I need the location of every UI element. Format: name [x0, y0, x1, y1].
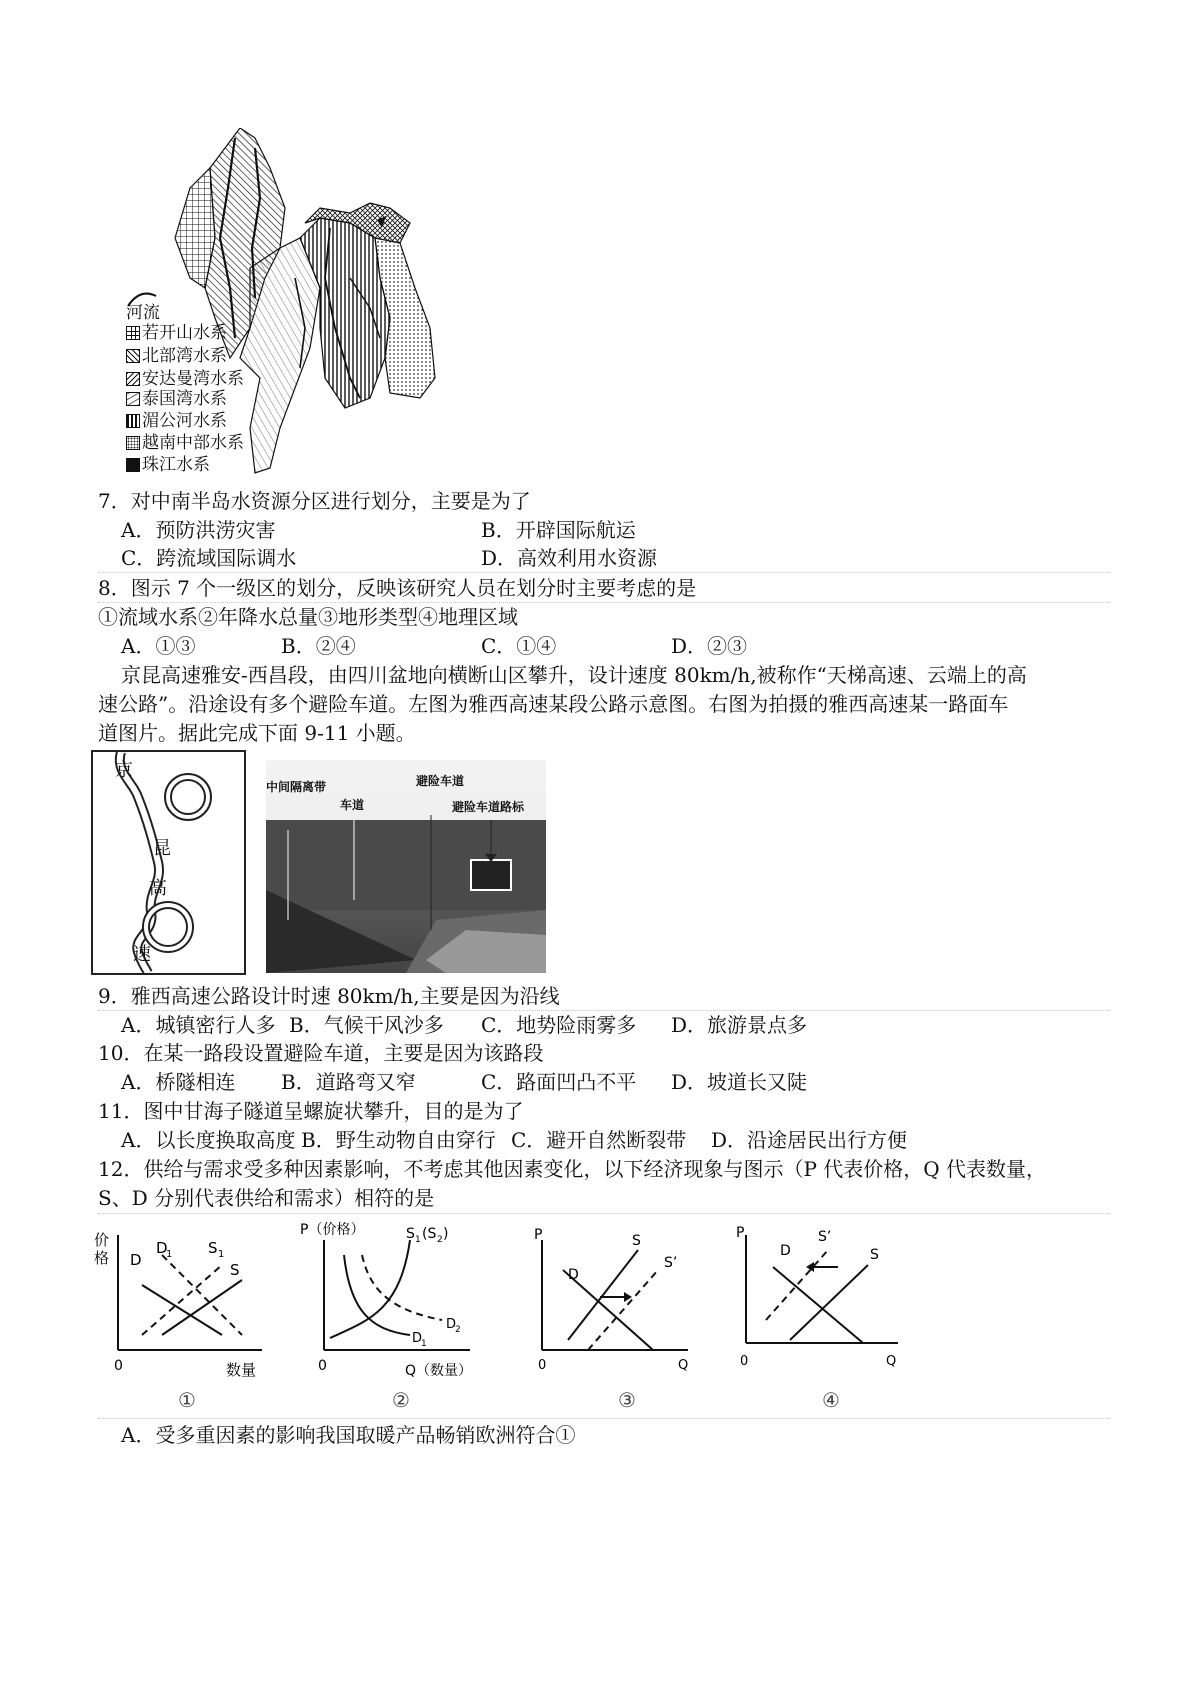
chart-1-label-S1-sub: 1 [218, 1249, 225, 1260]
chart-3-ylabel: P [534, 1227, 543, 1243]
road-map-char-su: 速 [133, 944, 151, 965]
chart-2-curve-D2 [362, 1255, 442, 1320]
q12-stem-line-2: S、D 分别代表供给和需求）相符的是 [98, 1186, 435, 1210]
chart-2-label-S2-close: ) [443, 1226, 449, 1242]
photo-label-lane: 车道 [340, 798, 365, 812]
chart-2-curve-S1S2 [330, 1240, 410, 1338]
q8-items: ①流域水系②年降水总量③地形类型④地理区域 [98, 605, 518, 629]
chart-2-label-S2-sub: 2 [437, 1235, 443, 1245]
divider [98, 1213, 1110, 1214]
thin-pattern-icon [126, 392, 140, 406]
q10-option-c[interactable]: C．路面凹凸不平 [481, 1070, 637, 1094]
q11-stem: 11．图中甘海子隧道呈螺旋状攀升，目的是为了 [98, 1099, 524, 1123]
chart-4-label-S-prime: S’ [818, 1229, 832, 1245]
chart-2 [300, 1220, 490, 1385]
chart-2-label-S-sub: 1 [415, 1235, 421, 1245]
q9-option-d[interactable]: D．旅游景点多 [671, 1013, 808, 1037]
road-map-char-jing: 京 [115, 760, 133, 781]
legend-title: 河流 [126, 303, 160, 323]
chart-2-ylabel: P（价格） [300, 1222, 365, 1238]
chart-1-number: ① [178, 1388, 196, 1412]
q10-option-d[interactable]: D．坡道长又陡 [671, 1070, 808, 1094]
diagonal-pattern-icon [126, 372, 140, 386]
chart-4-curve-S [790, 1265, 868, 1340]
q9-stem: 9．雅西高速公路设计时速 80km/h,主要是因为沿线 [98, 984, 560, 1008]
q7-stem: 7．对中南半岛水资源分区进行划分，主要是为了 [98, 489, 531, 513]
chart-2-label-S2-open: (S [422, 1226, 437, 1242]
q11-option-a[interactable]: A．以长度换取高度 [121, 1128, 296, 1152]
chart-4 [728, 1225, 908, 1385]
chart-2-curve-D1 [344, 1255, 410, 1335]
passage-line-1: 京昆高速雅安-西昌段，由四川盆地向横断山区攀升，设计速度 80km/h,被称作“天梯高速、云端上的高 [121, 663, 1027, 687]
q11-option-d[interactable]: D．沿途居民出行方便 [711, 1128, 908, 1152]
chart-3-xlabel: Q [678, 1358, 689, 1373]
legend-item-thailand: 泰国湾水系 [126, 389, 227, 409]
chart-1-label-S1: S [208, 1239, 218, 1257]
legend-item-rakhine: 若开山水系 [126, 323, 227, 343]
chart-1-xlabel: 数量 [226, 1361, 257, 1379]
chart-1-ylabel-1: 价 [94, 1231, 110, 1249]
q8-option-c[interactable]: C．①④ [481, 634, 557, 658]
chart-1-label-D1-sub: 1 [166, 1249, 173, 1260]
chart-3-label-S-prime: S’ [664, 1255, 678, 1271]
road-map-figure [91, 750, 246, 975]
highway-photo [266, 760, 546, 973]
chart-1 [92, 1225, 272, 1385]
dot-pattern-icon [126, 436, 140, 450]
chart-4-label-S: S [870, 1247, 879, 1263]
q8-option-a[interactable]: A．①③ [121, 634, 196, 658]
road-map-char-kun: 昆 [153, 838, 171, 859]
passage-line-2: 速公路”。沿途设有多个避险车道。左图为雅西高速某段公路示意图。右图为拍摄的雅西高速某一路面车 [98, 692, 1009, 716]
grid-pattern-icon [126, 326, 140, 340]
divider [98, 572, 1110, 573]
chart-2-xlabel: Q（数量） [405, 1363, 473, 1379]
photo-label-escape: 避险车道 [416, 774, 465, 788]
q7-option-a[interactable]: A．预防洪涝灾害 [121, 518, 276, 542]
chart-2-number: ② [392, 1388, 410, 1412]
q8-stem: 8．图示 7 个一级区的划分，反映该研究人员在划分时主要考虑的是 [98, 576, 697, 600]
q8-option-b[interactable]: B．②④ [281, 634, 356, 658]
passage-line-3: 道图片。据此完成下面 9-11 小题。 [98, 721, 416, 745]
divider [98, 1010, 1110, 1011]
cross-pattern-icon [126, 349, 140, 363]
chart-1-origin: 0 [114, 1358, 123, 1374]
q7-option-c[interactable]: C．跨流域国际调水 [121, 546, 297, 570]
divider [98, 602, 1110, 603]
q10-option-a[interactable]: A．桥隧相连 [121, 1070, 236, 1094]
q11-option-c[interactable]: C．避开自然断裂带 [511, 1128, 687, 1152]
vertical-pattern-icon [126, 414, 140, 428]
chart-3-curve-S-prime [588, 1270, 658, 1350]
chart-2-label-S: S [406, 1226, 415, 1242]
chart-2-label-D1: D [412, 1331, 423, 1346]
q8-option-d[interactable]: D．②③ [671, 634, 748, 658]
chart-1-ylabel-2: 格 [94, 1249, 110, 1267]
legend-item-andaman: 安达曼湾水系 [126, 369, 244, 389]
chart-3-label-S: S [632, 1233, 641, 1249]
chart-2-label-D2: D [446, 1317, 457, 1332]
spiral-road-drawing [93, 752, 244, 973]
chart-2-label-D2-sub: 2 [455, 1325, 461, 1335]
q12-stem-line-1: 12．供给与需求受多种因素影响，不考虑其他因素变化，以下经济现象与图示（P 代表价格，Q 代表数量， [98, 1157, 1047, 1181]
chart-4-curve-D [773, 1267, 863, 1343]
q9-option-a[interactable]: A．城镇密行人多 [121, 1013, 276, 1037]
chart-4-label-D: D [780, 1243, 791, 1259]
chart-1-curve-D [142, 1285, 222, 1335]
chart-4-xlabel: Q [886, 1354, 897, 1369]
q7-option-d[interactable]: D．高效利用水资源 [481, 546, 658, 570]
divider [98, 1418, 1110, 1419]
chart-1-label-D: D [130, 1251, 142, 1269]
q11-option-b[interactable]: B．野生动物自由穿行 [301, 1128, 496, 1152]
q7-option-b[interactable]: B．开辟国际航运 [481, 518, 636, 542]
q10-stem: 10．在某一路段设置避险车道，主要是因为该路段 [98, 1041, 544, 1065]
q12-option-a[interactable]: A．受多重因素的影响我国取暖产品畅销欧洲符合① [121, 1423, 576, 1447]
legend-item-beibu: 北部湾水系 [126, 346, 227, 366]
photo-label-median: 中间隔离带 [266, 780, 327, 794]
chart-1-label-D1: D [156, 1239, 168, 1257]
chart-4-origin: 0 [740, 1354, 749, 1369]
chart-4-curve-S-prime [766, 1250, 828, 1320]
legend-item-central-vietnam: 越南中部水系 [126, 433, 244, 453]
chart-4-ylabel: P [736, 1225, 745, 1241]
legend-item-mekong: 湄公河水系 [126, 411, 227, 431]
chart-4-number: ④ [822, 1388, 840, 1412]
chart-3 [528, 1225, 708, 1385]
chart-1-label-S: S [230, 1261, 240, 1279]
q9-option-b[interactable]: B．气候干风沙多 [289, 1013, 444, 1037]
chart-3-origin: 0 [538, 1358, 547, 1373]
q10-option-b[interactable]: B．道路弯又窄 [281, 1070, 416, 1094]
legend-item-pearl: 珠江水系 [126, 455, 210, 475]
q9-option-c[interactable]: C．地势险雨雾多 [481, 1013, 637, 1037]
road-map-char-gao: 高 [149, 878, 167, 899]
chart-2-label-D1-sub: 1 [421, 1339, 427, 1349]
solid-pattern-icon [126, 458, 140, 472]
chart-3-label-D: D [568, 1267, 579, 1283]
chart-3-number: ③ [618, 1388, 636, 1412]
chart-2-origin: 0 [318, 1358, 327, 1374]
photo-label-sign: 避险车道路标 [452, 800, 525, 814]
